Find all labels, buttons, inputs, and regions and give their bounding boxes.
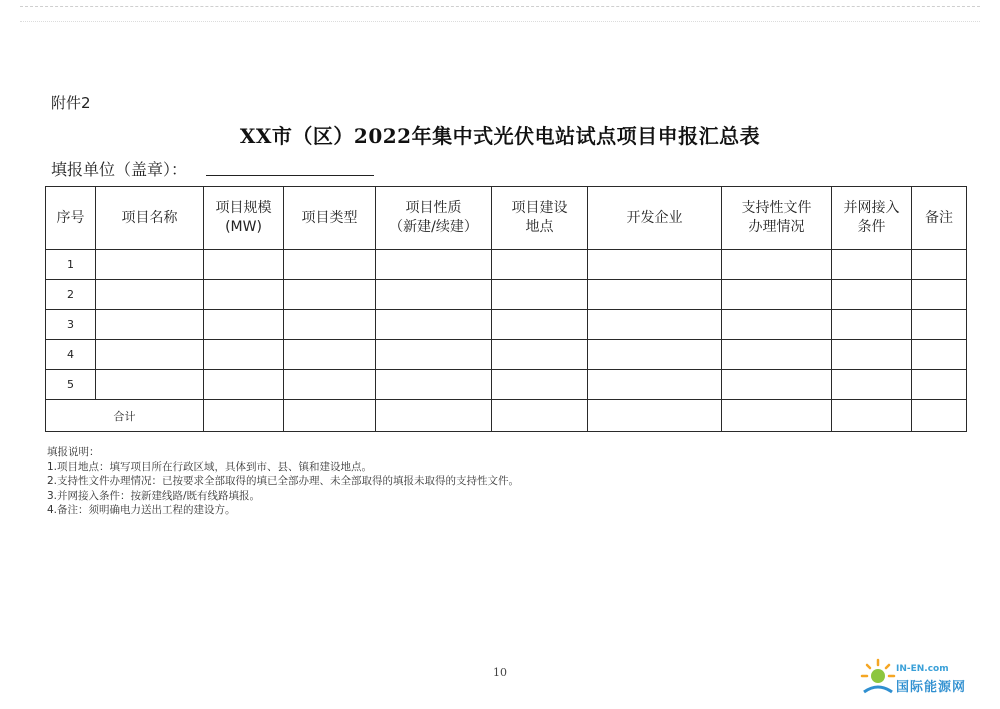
table-cell[interactable] (588, 340, 722, 370)
table-cell[interactable] (588, 400, 722, 432)
table-cell[interactable] (722, 250, 832, 280)
table-cell[interactable] (204, 400, 284, 432)
table-cell[interactable] (284, 310, 376, 340)
row-number: 4 (46, 340, 96, 370)
table-row (46, 280, 967, 310)
notes-heading: 填报说明： (47, 446, 100, 458)
table-cell[interactable] (96, 340, 204, 370)
table-cell[interactable] (376, 280, 492, 310)
table-cell[interactable] (204, 310, 284, 340)
table-row (46, 340, 967, 370)
table-cell[interactable] (722, 340, 832, 370)
table-cell[interactable] (832, 280, 912, 310)
table-cell[interactable] (588, 280, 722, 310)
watermark-en: IN-EN.com (896, 664, 949, 674)
filling-notes (47, 445, 519, 518)
header-cell: 开发企业 (588, 187, 722, 250)
table-cell[interactable] (492, 370, 588, 400)
note-item: 3.并网接入条件：按新建线路/既有线路填报。 (47, 489, 261, 502)
total-row (46, 400, 967, 432)
table-cell[interactable] (284, 280, 376, 310)
table-cell[interactable] (96, 250, 204, 280)
table-cell[interactable] (832, 310, 912, 340)
header-cell: 序号 (46, 187, 96, 250)
table-cell[interactable] (492, 310, 588, 340)
table-cell[interactable] (722, 310, 832, 340)
table-cell[interactable] (204, 370, 284, 400)
header-row (46, 187, 967, 250)
header-cell: 项目规模 (MW) (204, 187, 284, 250)
note-item: 1.项目地点：填写项目所在行政区域，具体到市、县、镇和建设地点。 (47, 460, 373, 473)
table-cell[interactable] (492, 280, 588, 310)
header-cell: 支持性文件 办理情况 (722, 187, 832, 250)
header-cell: 并网接入 条件 (832, 187, 912, 250)
header-cell: 项目类型 (284, 187, 376, 250)
site-watermark (858, 654, 998, 706)
table-cell[interactable] (912, 280, 967, 310)
attachment-label: 附件2 (51, 94, 91, 112)
table-cell[interactable] (376, 370, 492, 400)
header-cell: 项目性质 （新建/续建） (376, 187, 492, 250)
table-cell[interactable] (722, 370, 832, 400)
reporting-unit-label: 填报单位（盖章）： (51, 160, 188, 179)
table-cell[interactable] (96, 310, 204, 340)
row-number: 3 (46, 310, 96, 340)
table-cell[interactable] (588, 250, 722, 280)
table-cell[interactable] (588, 310, 722, 340)
summary-table (45, 186, 967, 432)
table-cell[interactable] (912, 250, 967, 280)
table-cell[interactable] (376, 250, 492, 280)
table-cell[interactable] (96, 280, 204, 310)
table-cell[interactable] (204, 340, 284, 370)
table-cell[interactable] (722, 400, 832, 432)
table-cell[interactable] (912, 340, 967, 370)
table-cell[interactable] (376, 400, 492, 432)
table-cell[interactable] (912, 400, 967, 432)
header-cell: 项目名称 (96, 187, 204, 250)
table-cell[interactable] (284, 250, 376, 280)
row-number: 1 (46, 250, 96, 280)
table-row (46, 310, 967, 340)
table-cell[interactable] (376, 310, 492, 340)
page-number: 10 (493, 666, 507, 679)
note-item: 4.备注：须明确电力送出工程的建设方。 (47, 504, 236, 516)
table-cell[interactable] (832, 340, 912, 370)
table-cell[interactable] (722, 280, 832, 310)
table-cell[interactable] (204, 280, 284, 310)
reporting-unit-field[interactable] (206, 175, 374, 176)
table-cell[interactable] (588, 370, 722, 400)
table-row (46, 250, 967, 280)
scan-artifact (20, 6, 980, 22)
table-cell[interactable] (284, 370, 376, 400)
table-row (46, 370, 967, 400)
table-cell[interactable] (912, 310, 967, 340)
table-cell[interactable] (204, 250, 284, 280)
row-number: 5 (46, 370, 96, 400)
table-cell[interactable] (284, 400, 376, 432)
document-title: XX市（区）2022年集中式光伏电站试点项目申报汇总表 (239, 124, 761, 148)
table-cell[interactable] (912, 370, 967, 400)
table-cell[interactable] (376, 340, 492, 370)
row-number: 2 (46, 280, 96, 310)
table-cell[interactable] (492, 340, 588, 370)
table-cell[interactable] (832, 250, 912, 280)
table-cell[interactable] (284, 340, 376, 370)
watermark-cn: 国际能源网 (896, 680, 967, 695)
note-item: 2.支持性文件办理情况：已按要求全部取得的填已全部办理、未全部取得的填报未取得的支持性文件。 (47, 475, 520, 487)
header-cell: 备注 (912, 187, 967, 250)
sun-logo-icon (858, 656, 898, 704)
table-cell[interactable] (96, 370, 204, 400)
table-cell[interactable] (492, 400, 588, 432)
table-cell[interactable] (832, 370, 912, 400)
header-cell: 项目建设 地点 (492, 187, 588, 250)
table-cell[interactable] (832, 400, 912, 432)
total-label: 合计 (46, 400, 204, 432)
table-cell[interactable] (492, 250, 588, 280)
